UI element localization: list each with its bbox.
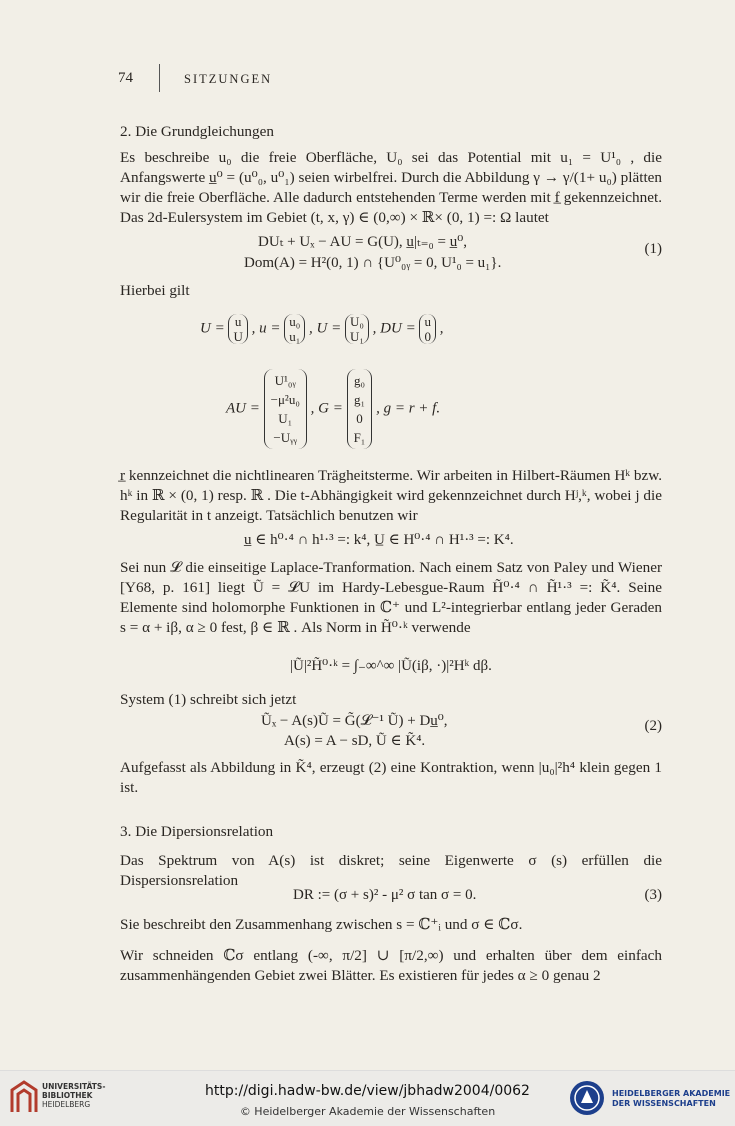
section-2-paragraph-1: Es beschreibe u₀ die freie Oberfläche, U₀ sei das Potential mit u₁ = U¹₀ , die Anfangswerte u̲⁰ = (u⁰₀, u⁰₁) seien wirbelfrei. Durch die Abbildung γ → γ/(1+ u₀) plätten wir die freie Oberfläche. Alle dadurch entstehenden Terme werden mit f̲ gekennzeichnet. Das 2d-Eulersystem im Gebiet (t, x, γ) ∈ (0,∞) × ℝ× (0, 1) =: Ω lautet — [120, 149, 662, 226]
system-line: System (1) schreibt sich jetzt — [120, 691, 297, 708]
academy-logo-text: HEIDELBERGER AKADEMIE DER WISSENSCHAFTEN — [612, 1089, 731, 1108]
vector-u: u₀ u₁ — [284, 314, 305, 344]
section-2-paragraph-3: Sei nun 𝓛 die einseitige Laplace-Tranformation. Nach einem Satz von Paley und Wiener [Y68, p. 161] liegt Ũ = 𝓛U im Hardy-Lebesgue-Raum H̃⁰·⁴ ∩ H̃¹·³ =: K̃⁴. Seine Elemente sind holomorphe Funktionen in ℂ⁺ und L²-integrierbar entlang jeder Geraden s = α + iβ, α ≥ 0 fest, β ∈ ℝ . Als Norm in H̃⁰·ᵏ verwende — [120, 559, 662, 636]
equation-3-number: (3) — [644, 887, 662, 903]
norm-equation: |Ũ|²H̃⁰·ᵏ = ∫₋∞^∞ |Ũ(iβ, ·)|²Hᵏ dβ. — [290, 658, 492, 674]
equation-2-number: (2) — [644, 718, 662, 734]
section-2-paragraph-4: Aufgefasst als Abbildung in K̃⁴, erzeugt (2) eine Kontraktion, wenn |u₀|²h⁴ klein gegen 1 ist. — [120, 759, 662, 796]
vector-U-underline: U₀ U₁ — [345, 314, 369, 344]
matrix-AU: U¹₀ᵧ −μ²u₀ U₁ −Uᵧᵧ — [264, 369, 307, 449]
space-definition: u̲ ∈ h⁰·⁴ ∩ h¹·³ =: k⁴, U̲ ∈ H⁰·⁴ ∩ H¹·³ =: K⁴. — [244, 532, 514, 548]
vector-U: u U — [228, 314, 247, 344]
section-3-heading: 3. Die Dipersionsrelation — [120, 823, 274, 840]
academy-seal-icon — [568, 1079, 606, 1117]
running-title: SITZUNGEN — [184, 72, 273, 86]
au-g-definitions: AU = U¹₀ᵧ −μ²u₀ U₁ −Uᵧᵧ , G = g₀ g₁ 0 F₁ , g = r + f. — [226, 369, 440, 449]
header-divider — [159, 64, 160, 92]
matrix-G: g₀ g₁ 0 F₁ — [347, 369, 373, 449]
permalink-url[interactable]: http://digi.hadw-bw.de/view/jbhadw2004/0062 — [205, 1083, 530, 1099]
section-2-paragraph-2: r̲ kennzeichnet die nichtlinearen Trägheitsterme. Wir arbeiten in Hilbert-Räumen Hᵏ bzw. hᵏ in ℝ × (0, 1) resp. ℝ . Die t-Abhängigkeit wird gekennzeichnet durch Hʲ,ᵏ, wobei j die Regularität in t anzeigt. Tatsächlich benutzen wir — [120, 467, 662, 524]
equation-1-line-2: Dom(A) = H²(0, 1) ∩ {U⁰₀ᵧ = 0, U¹₀ = u₁}. — [244, 255, 502, 271]
viewer-footer — [0, 1070, 735, 1126]
vector-DU: u 0 — [419, 314, 436, 344]
equation-2-line-1: Ũₓ − A(s)Ũ = G̃(𝓛⁻¹ Ũ) + Du̲⁰, — [261, 713, 448, 729]
copyright-notice: © Heidelberger Akademie der Wissenschaften — [239, 1105, 496, 1118]
dispersion-relation-equation: DR := (σ + s)² - μ² σ tan σ = 0. — [293, 887, 477, 903]
hierbei-gilt: Hierbei gilt — [120, 282, 190, 299]
equation-2-line-2: A(s) = A − sD, Ũ ∈ K̃⁴. — [284, 733, 426, 749]
definitions-row: U = u U , u = u₀ u₁ , U = U₀ U₁ , DU = u 0 , — [200, 314, 444, 344]
equation-1-number: (1) — [644, 241, 662, 257]
page-number: 74 — [118, 70, 133, 86]
section-3-paragraph-3: Wir schneiden ℂσ entlang (-∞, π/2] ∪ [π/2,∞) und erhalten über dem einfach zusammenhängenden Gebiet zwei Blätter. Es existieren für jedes α ≥ 0 genau 2 — [120, 947, 662, 984]
section-2-heading: 2. Die Grundgleichungen — [120, 123, 274, 140]
academy-logo[interactable] — [568, 1079, 731, 1122]
equation-1-line-1: DUₜ + Uₓ − AU = G(U), u̲|ₜ₌₀ = u̲⁰, — [258, 234, 467, 250]
library-logo-text: UNIVERSITÄTS- BIBLIOTHEK HEIDELBERG — [42, 1082, 106, 1109]
section-3-paragraph-2: Sie beschreibt den Zusammenhang zwischen s = ℂ⁺ᵢ und σ ∈ ℂσ. — [120, 916, 523, 933]
section-3-paragraph-1: Das Spektrum von A(s) ist diskret; seine Eigenwerte σ (s) erfüllen die Dispersionsrelation — [120, 852, 662, 889]
